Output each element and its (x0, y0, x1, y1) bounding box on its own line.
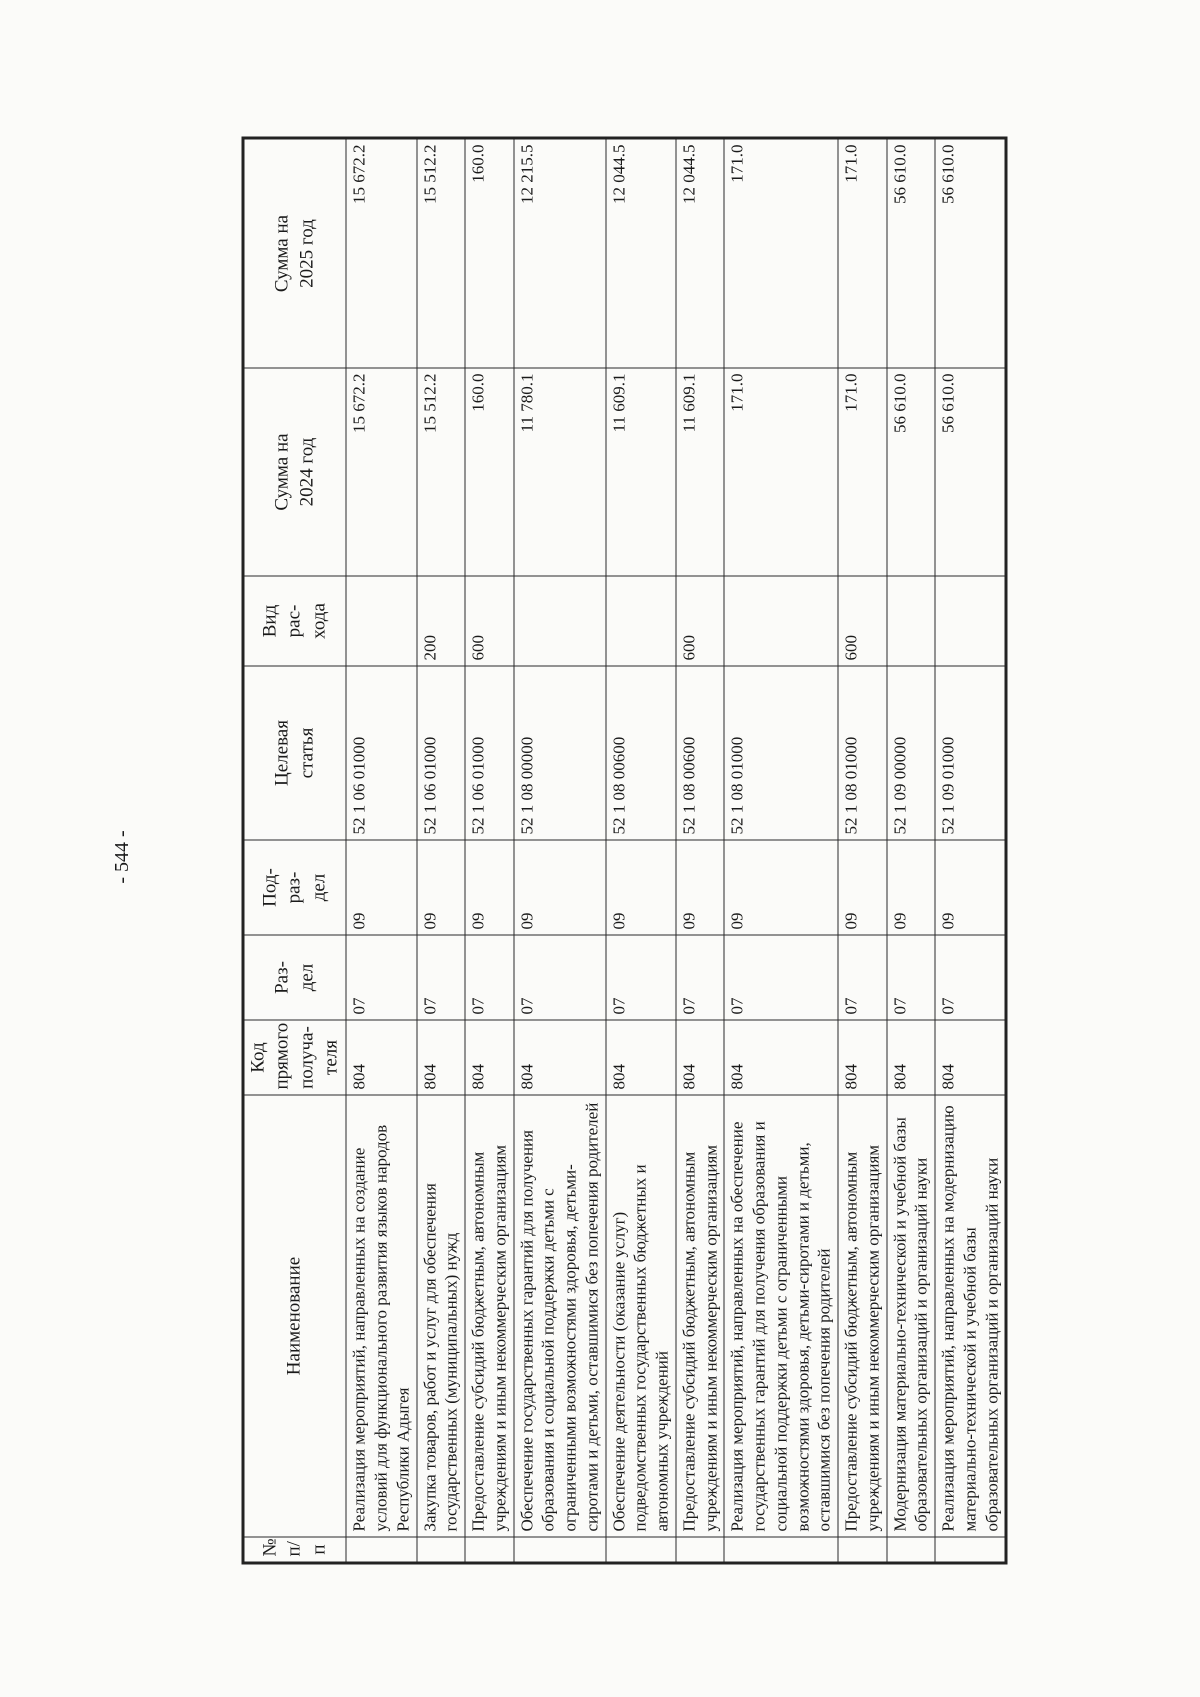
cell-kod: 804 (416, 1020, 465, 1095)
cell-num (724, 1537, 838, 1563)
cell-kod: 804 (465, 1020, 514, 1095)
cell-celevaya: 52 1 06 01000 (346, 666, 416, 840)
page-number (77, 830, 167, 884)
cell-sum2025: 56 610.0 (935, 138, 1006, 368)
cell-num (416, 1537, 465, 1563)
cell-sum2024: 11 609.1 (605, 368, 675, 576)
cell-sum2024: 171.0 (838, 368, 887, 576)
cell-sum2025: 171.0 (838, 138, 887, 368)
cell-razdel: 07 (838, 935, 887, 1020)
header-razdel: Раз- дел (243, 935, 346, 1020)
table-row (838, 138, 887, 1563)
cell-celevaya: 52 1 08 01000 (838, 666, 887, 840)
cell-num (886, 1537, 935, 1563)
cell-kod: 804 (605, 1020, 675, 1095)
table-row (465, 138, 514, 1563)
cell-vid: 600 (838, 576, 887, 666)
cell-sum2025: 56 610.0 (886, 138, 935, 368)
header-sum2024: Сумма на 2024 год (243, 368, 346, 576)
cell-podrazdel: 09 (513, 840, 605, 935)
table-body (346, 138, 1006, 1563)
cell-kod: 804 (935, 1020, 1006, 1095)
table-row (886, 138, 935, 1563)
cell-num (675, 1537, 724, 1563)
cell-name: Модернизация материально-технической и учебной базы образовательных организаций и организаций науки (886, 1095, 935, 1537)
cell-name: Предоставление субсидий бюджетным, автономным учреждениям и иным некоммерческим организациям (838, 1095, 887, 1537)
cell-num (838, 1537, 887, 1563)
cell-razdel: 07 (605, 935, 675, 1020)
table-row (416, 138, 465, 1563)
cell-name: Реализация мероприятий, направленных на обеспечение государственных гарантий для получения образования и социальной поддержки детьми с ограниченными возможностями здоровья, детьми-сиротами и детьми, оставшимися без попечения родителей (724, 1095, 838, 1537)
cell-podrazdel: 09 (346, 840, 416, 935)
cell-podrazdel: 09 (886, 840, 935, 935)
cell-sum2024: 56 610.0 (886, 368, 935, 576)
cell-name: Закупка товаров, работ и услуг для обеспечения государственных (муниципальных) нужд (416, 1095, 465, 1537)
cell-podrazdel: 09 (724, 840, 838, 935)
cell-celevaya: 52 1 08 01000 (724, 666, 838, 840)
cell-sum2024: 171.0 (724, 368, 838, 576)
cell-num (465, 1537, 514, 1563)
cell-kod: 804 (724, 1020, 838, 1095)
table-row (346, 138, 416, 1563)
table-row (675, 138, 724, 1563)
cell-sum2024: 15 672.2 (346, 368, 416, 576)
header-row (243, 138, 346, 1563)
cell-kod: 804 (838, 1020, 887, 1095)
cell-sum2024: 11 609.1 (675, 368, 724, 576)
cell-celevaya: 52 1 09 01000 (935, 666, 1006, 840)
cell-podrazdel: 09 (838, 840, 887, 935)
cell-razdel: 07 (675, 935, 724, 1020)
cell-num (346, 1537, 416, 1563)
cell-kod: 804 (886, 1020, 935, 1095)
cell-sum2025: 160.0 (465, 138, 514, 368)
cell-num (935, 1537, 1006, 1563)
cell-name: Предоставление субсидий бюджетным, автономным учреждениям и иным некоммерческим организациям (675, 1095, 724, 1537)
cell-name: Реализация мероприятий, направленных на модернизацию материально-технической и учебной базы образовательных организаций и организаций науки (935, 1095, 1006, 1537)
cell-vid (935, 576, 1006, 666)
cell-podrazdel: 09 (605, 840, 675, 935)
cell-name: Предоставление субсидий бюджетным, автономным учреждениям и иным некоммерческим организациям (465, 1095, 514, 1537)
cell-razdel: 07 (886, 935, 935, 1020)
table-row (724, 138, 838, 1563)
cell-sum2025: 12 215.5 (513, 138, 605, 368)
cell-vid (605, 576, 675, 666)
header-kod: Код прямого получа- теля (243, 1020, 346, 1095)
cell-podrazdel: 09 (416, 840, 465, 935)
cell-razdel: 07 (513, 935, 605, 1020)
cell-vid (346, 576, 416, 666)
cell-num (605, 1537, 675, 1563)
cell-razdel: 07 (465, 935, 514, 1020)
cell-sum2025: 15 512.2 (416, 138, 465, 368)
cell-sum2024: 56 610.0 (935, 368, 1006, 576)
cell-razdel: 07 (724, 935, 838, 1020)
header-num: № п/п (243, 1537, 346, 1563)
table-header (243, 138, 346, 1563)
header-vid: Вид рас- хода (243, 576, 346, 666)
cell-sum2024: 160.0 (465, 368, 514, 576)
cell-name: Реализация мероприятий, направленных на создание условий для функционального развития языков народов Республики Адыгея (346, 1095, 416, 1537)
rotated-table-container (241, 140, 1141, 1565)
cell-razdel: 07 (935, 935, 1006, 1020)
cell-sum2024: 11 780.1 (513, 368, 605, 576)
header-name: Наименование (243, 1095, 346, 1537)
cell-celevaya: 52 1 09 00000 (886, 666, 935, 840)
cell-razdel: 07 (346, 935, 416, 1020)
table-row (513, 138, 605, 1563)
cell-name: Обеспечение деятельности (оказание услуг) подведомственных государственных бюджетных и автономных учреждений (605, 1095, 675, 1537)
cell-vid (724, 576, 838, 666)
cell-vid (886, 576, 935, 666)
cell-num (513, 1537, 605, 1563)
cell-sum2025: 12 044.5 (675, 138, 724, 368)
cell-sum2025: 171.0 (724, 138, 838, 368)
header-sum2025: Сумма на 2025 год (243, 138, 346, 368)
cell-kod: 804 (513, 1020, 605, 1095)
cell-celevaya: 52 1 06 01000 (465, 666, 514, 840)
cell-name: Обеспечение государственных гарантий для получения образования и социальной поддержки детьми с ограниченными возможностями здоровья, детьми-сиротами и детьми, оставшимися без попечения родителей (513, 1095, 605, 1537)
cell-vid (513, 576, 605, 666)
cell-sum2025: 12 044.5 (605, 138, 675, 368)
header-celevaya: Целевая статья (243, 666, 346, 840)
page-number-text: - 544 - (111, 830, 133, 884)
cell-celevaya: 52 1 08 00000 (513, 666, 605, 840)
cell-celevaya: 52 1 06 01000 (416, 666, 465, 840)
budget-table (241, 137, 1007, 1565)
cell-kod: 804 (675, 1020, 724, 1095)
cell-sum2025: 15 672.2 (346, 138, 416, 368)
cell-celevaya: 52 1 08 00600 (675, 666, 724, 840)
cell-podrazdel: 09 (465, 840, 514, 935)
table-row (935, 138, 1006, 1563)
cell-sum2024: 15 512.2 (416, 368, 465, 576)
cell-podrazdel: 09 (935, 840, 1006, 935)
cell-vid: 600 (675, 576, 724, 666)
cell-vid: 600 (465, 576, 514, 666)
cell-podrazdel: 09 (675, 840, 724, 935)
cell-vid: 200 (416, 576, 465, 666)
table-row (605, 138, 675, 1563)
header-podrazdel: Под- раз- дел (243, 840, 346, 935)
cell-kod: 804 (346, 1020, 416, 1095)
cell-celevaya: 52 1 08 00600 (605, 666, 675, 840)
cell-razdel: 07 (416, 935, 465, 1020)
